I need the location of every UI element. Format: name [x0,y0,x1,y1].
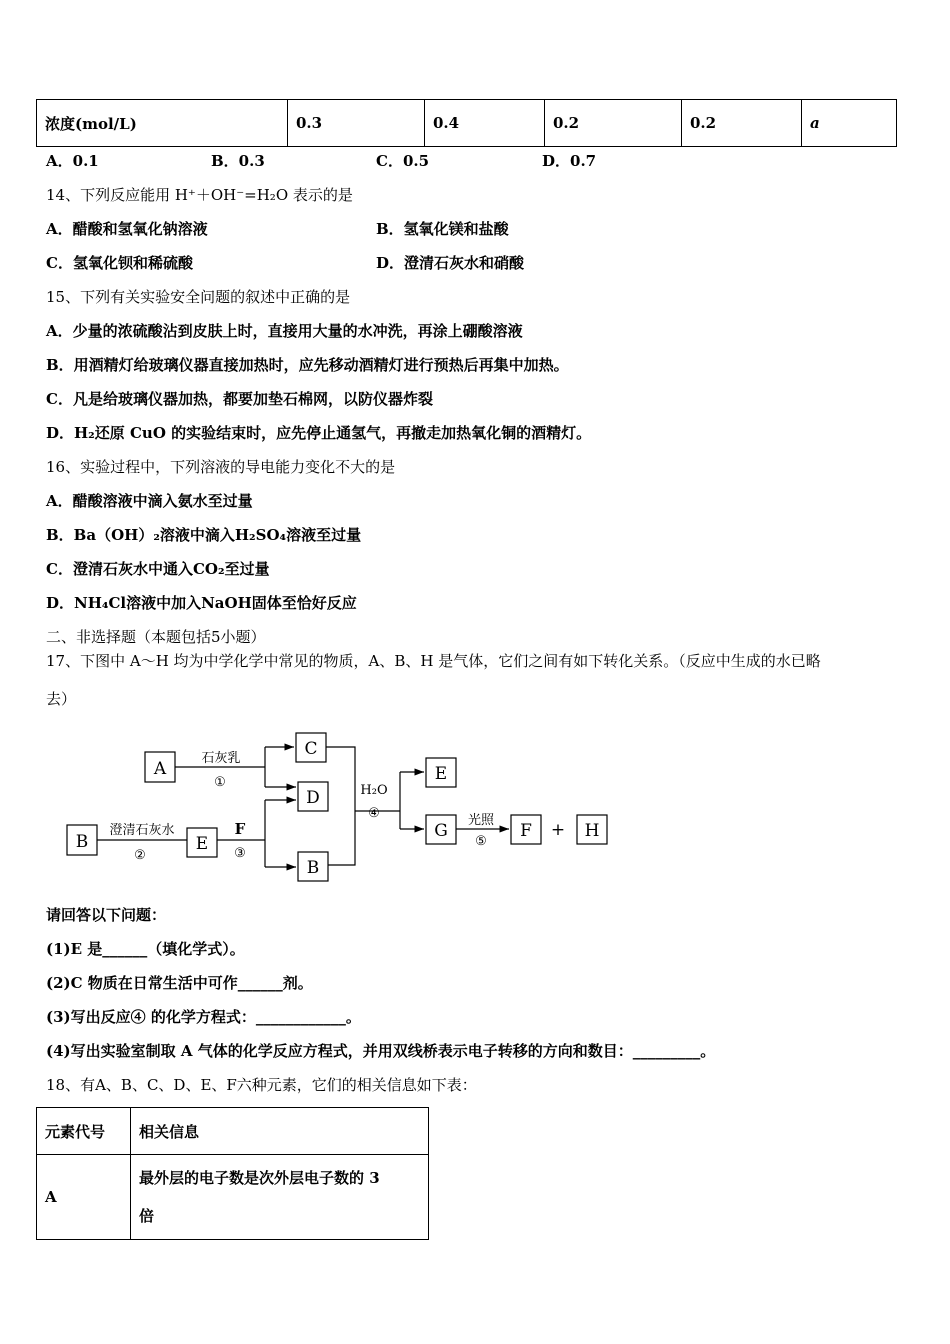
reaction-number: ① [214,775,226,790]
node-f: F [520,821,532,841]
question-17-cont: 去） [46,690,77,708]
reaction-label: 澄清石灰水 [109,823,175,838]
option-d: D．澄清石灰水和硝酸 [376,254,525,272]
question-18: 18、有A、B、C、D、E、F六种元素，它们的相关信息如下表： [46,1076,477,1094]
reaction-number: ④ [368,806,380,821]
table-cell [131,1155,429,1240]
node-g: G [434,821,448,841]
part-2: (2)C 物质在日常生活中可作______剂。 [46,974,313,992]
plus-sign: + [550,820,566,840]
reaction-label: 石灰乳 [201,751,241,766]
node-d: D [306,788,320,808]
reaction-number: ⑤ [475,834,487,849]
table-cell: 0.4 [425,100,545,147]
section-heading: 二、非选择题（本题包括5小题） [46,628,266,646]
reaction-label: 光照 [467,813,495,828]
question-14: 14、下列反应能用 H⁺＋OH⁻=H₂O 表示的是 [46,186,353,204]
option-c: C．氢氧化钡和稀硫酸 [46,254,193,272]
part-4: (4)写出实验室制取 A 气体的化学反应方程式，并用双线桥表示电子转移的方向和数目：_________。 [46,1042,716,1060]
reaction-label: H₂O [360,783,388,798]
reaction-number: ② [134,848,146,863]
node-a: A [153,759,167,779]
option-a: A．0.1 [46,152,99,170]
option-c: C．0.5 [376,152,430,170]
option-b: B．0.3 [211,152,265,170]
question-16: 16、实验过程中，下列溶液的导电能力变化不大的是 [46,458,396,476]
element-info-table [36,1107,429,1240]
option-d: D．0.7 [542,152,597,170]
question-15: 15、下列有关实验安全问题的叙述中正确的是 [46,288,351,306]
option-b: B．用酒精灯给玻璃仪器直接加热时，应先移动酒精灯进行预热后再集中加热。 [46,356,569,374]
reaction-number: ③ [234,846,246,861]
option-b: B．氢氧化镁和盐酸 [376,220,509,238]
table-cell: 0.2 [545,100,682,147]
table-cell: 0.3 [288,100,425,147]
table-header: 元素代号 [37,1108,131,1155]
option-d: D．NH₄Cl溶液中加入NaOH固体至恰好反应 [46,594,357,612]
node-e: E [434,764,448,784]
table-cell: a [802,100,897,147]
option-a: A．醋酸和氢氧化钠溶液 [46,220,208,238]
cell-line: 最外层的电子数是次外层电子数的 3 [139,1169,380,1187]
option-c: C．澄清石灰水中通入CO₂至过量 [46,560,270,578]
table-header: 相关信息 [131,1108,429,1155]
node-c: C [304,739,318,759]
cell-line: 倍 [139,1207,155,1225]
table-cell: A [37,1155,131,1240]
part-3: (3)写出反应④ 的化学方程式：____________。 [46,1008,361,1026]
option-a: A．少量的浓硫酸沾到皮肤上时，直接用大量的水冲洗，再涂上硼酸溶液 [46,322,523,340]
table-cell: 0.2 [682,100,802,147]
node-b: B [75,832,89,852]
option-c: C．凡是给玻璃仪器加热，都要加垫石棉网，以防仪器炸裂 [46,390,433,408]
node-b: B [306,858,320,878]
node-h: H [584,821,600,841]
option-b: B．Ba（OH）₂溶液中滴入H₂SO₄溶液至过量 [46,526,362,544]
reaction-diagram [0,720,650,900]
node-e: E [195,834,209,854]
option-a: A．醋酸溶液中滴入氨水至过量 [46,492,253,510]
table-cell: 浓度(mol/L) [37,100,288,147]
prompt: 请回答以下问题： [46,906,167,924]
table-row [37,1155,429,1240]
part-1: (1)E 是______（填化学式）。 [46,940,245,958]
reaction-label: F [234,820,246,838]
concentration-table [36,99,897,147]
question-17: 17、下图中 A～H 均为中学化学中常见的物质，A、B、H 是气体，它们之间有如下转化关系。（反应中生成的水已略 [46,652,821,670]
option-d: D．H₂还原 CuO 的实验结束时，应先停止通氢气，再撤走加热氧化铜的酒精灯。 [46,424,592,442]
